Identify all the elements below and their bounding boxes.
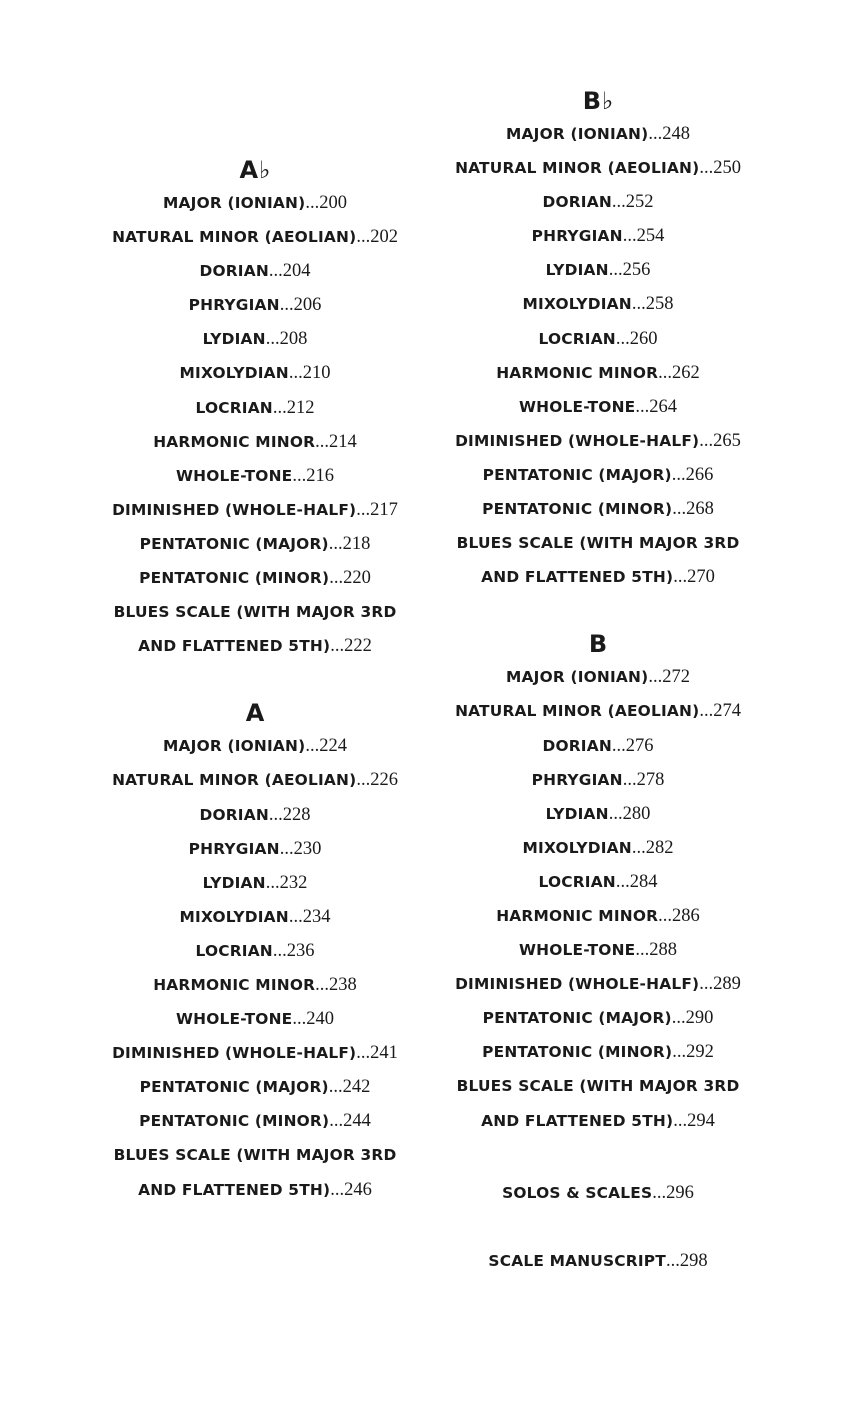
entry-name: DIMINISHED (WHOLE-HALF) bbox=[455, 431, 700, 450]
entry-page: ...204 bbox=[268, 261, 311, 282]
toc-entry[interactable] bbox=[55, 459, 455, 493]
section-b-flat bbox=[398, 85, 798, 594]
heading-letter: B bbox=[588, 630, 608, 659]
entry-name: PHRYGIAN bbox=[188, 839, 280, 858]
entry-page: ...296 bbox=[652, 1183, 694, 1203]
entry-name: NATURAL MINOR (AEOLIAN) bbox=[112, 228, 357, 247]
section-a-list bbox=[55, 729, 455, 1206]
entry-page: ...270 bbox=[673, 567, 715, 588]
toc-entry[interactable] bbox=[398, 253, 798, 287]
toc-entry[interactable] bbox=[398, 287, 798, 321]
entry-name: PENTATONIC (MAJOR) bbox=[482, 465, 672, 484]
entry-page: ...206 bbox=[279, 295, 322, 316]
toc-entry[interactable] bbox=[398, 831, 798, 865]
entry-name: NATURAL MINOR (AEOLIAN) bbox=[112, 771, 357, 790]
entry-page: ...272 bbox=[648, 667, 690, 688]
entry-name: HARMONIC MINOR bbox=[153, 432, 316, 451]
entry-page: ...286 bbox=[658, 905, 700, 926]
entry-name-line2: AND FLATTENED 5TH) bbox=[481, 568, 674, 587]
toc-entry[interactable] bbox=[398, 117, 798, 151]
entry-name: DIMINISHED (WHOLE-HALF) bbox=[455, 975, 700, 994]
toc-entry[interactable] bbox=[55, 561, 455, 595]
heading-letter: B bbox=[582, 87, 601, 115]
entry-name: MIXOLYDIAN bbox=[179, 907, 289, 926]
section-heading-a-flat bbox=[55, 154, 455, 186]
entry-page: ...290 bbox=[671, 1008, 714, 1029]
toc-entry[interactable] bbox=[398, 694, 798, 728]
toc-entry[interactable] bbox=[55, 798, 455, 832]
entry-page: ...254 bbox=[622, 226, 665, 247]
toc-entry[interactable] bbox=[398, 151, 798, 185]
toc-entry-blues-scale[interactable] bbox=[55, 1138, 455, 1172]
entry-name: LYDIAN bbox=[202, 330, 266, 349]
toc-entry[interactable] bbox=[55, 186, 455, 220]
toc-entry[interactable] bbox=[55, 1104, 455, 1138]
entry-page: ...200 bbox=[305, 193, 347, 213]
toc-entry[interactable] bbox=[55, 729, 455, 763]
entry-name: LYDIAN bbox=[202, 873, 266, 892]
toc-entry-blues-scale[interactable] bbox=[398, 526, 798, 560]
entry-name: SOLOS & SCALES bbox=[502, 1184, 653, 1202]
toc-entry[interactable] bbox=[55, 832, 455, 866]
entry-name-line1: BLUES SCALE (WITH MAJOR 3RD bbox=[113, 603, 397, 622]
entry-name: MAJOR (IONIAN) bbox=[506, 668, 649, 687]
entry-page: ...202 bbox=[356, 227, 398, 248]
toc-entry[interactable] bbox=[55, 322, 455, 356]
toc-entry[interactable] bbox=[55, 220, 455, 254]
entry-page: ...228 bbox=[268, 804, 311, 825]
entry-name: PHRYGIAN bbox=[531, 227, 623, 246]
entry-name: PHRYGIAN bbox=[188, 296, 280, 315]
toc-entry-blues-scale-line2[interactable] bbox=[398, 1104, 798, 1138]
entry-name: PENTATONIC (MINOR) bbox=[139, 569, 330, 588]
entry-name: DORIAN bbox=[542, 736, 612, 755]
entry-name: HARMONIC MINOR bbox=[496, 906, 659, 925]
entry-page: ...238 bbox=[315, 974, 357, 995]
entry-page: ...232 bbox=[265, 872, 308, 893]
toc-entry[interactable] bbox=[398, 899, 798, 933]
entry-name: DORIAN bbox=[199, 262, 269, 281]
toc-entry[interactable] bbox=[398, 356, 798, 390]
toc-entry-blues-scale[interactable] bbox=[398, 1069, 798, 1103]
toc-entry[interactable] bbox=[398, 1001, 798, 1035]
entry-name-line1: BLUES SCALE (WITH MAJOR 3RD bbox=[456, 1077, 740, 1096]
entry-page: ...218 bbox=[328, 533, 371, 554]
entry-name: MIXOLYDIAN bbox=[522, 838, 632, 857]
section-a-flat-list bbox=[55, 186, 455, 663]
entry-page: ...260 bbox=[615, 328, 658, 349]
entry-name: PHRYGIAN bbox=[531, 770, 623, 789]
entry-page: ...276 bbox=[611, 735, 654, 756]
toc-entry[interactable] bbox=[55, 288, 455, 322]
entry-name: WHOLE-TONE bbox=[519, 941, 636, 960]
entry-page: ...258 bbox=[631, 294, 674, 315]
toc-entry[interactable] bbox=[55, 1070, 455, 1104]
entry-name: DORIAN bbox=[542, 193, 612, 212]
entry-name: PENTATONIC (MAJOR) bbox=[139, 1078, 329, 1097]
entry-page: ...288 bbox=[635, 940, 677, 961]
entry-page: ...250 bbox=[699, 158, 741, 179]
entry-page: ...278 bbox=[622, 769, 665, 790]
entry-name: PENTATONIC (MINOR) bbox=[482, 1043, 673, 1062]
toc-entry[interactable] bbox=[55, 527, 455, 561]
entry-name: NATURAL MINOR (AEOLIAN) bbox=[455, 159, 700, 178]
entry-page: ...265 bbox=[699, 430, 741, 451]
toc-entry[interactable] bbox=[398, 933, 798, 967]
entry-page: ...234 bbox=[288, 906, 331, 927]
entry-name: PENTATONIC (MINOR) bbox=[139, 1112, 330, 1131]
toc-entry[interactable] bbox=[55, 968, 455, 1002]
entry-name: LOCRIAN bbox=[195, 398, 273, 417]
entry-page: ...226 bbox=[356, 770, 398, 791]
entry-name: MIXOLYDIAN bbox=[179, 364, 289, 383]
entry-page: ...220 bbox=[329, 568, 371, 589]
entry-name: MAJOR (IONIAN) bbox=[163, 194, 306, 212]
entry-page: ...242 bbox=[328, 1077, 371, 1098]
toc-entry[interactable] bbox=[398, 797, 798, 831]
entry-page: ...292 bbox=[672, 1042, 714, 1063]
toc-entry[interactable] bbox=[55, 356, 455, 390]
entry-page: ...236 bbox=[272, 940, 315, 961]
section-heading-b bbox=[398, 628, 798, 660]
entry-name: PENTATONIC (MINOR) bbox=[482, 500, 673, 519]
entry-page: ...268 bbox=[672, 499, 714, 520]
toc-entry[interactable] bbox=[398, 660, 798, 694]
entry-name: MAJOR (IONIAN) bbox=[506, 125, 649, 143]
toc-entry-solos-and-scales[interactable] bbox=[398, 1176, 798, 1210]
toc-entry[interactable] bbox=[55, 1002, 455, 1036]
section-a-flat bbox=[55, 154, 455, 663]
entry-page: ...212 bbox=[272, 397, 315, 418]
entry-name: SCALE MANUSCRIPT bbox=[488, 1252, 666, 1270]
toc-entry[interactable] bbox=[55, 493, 455, 527]
entry-name: MIXOLYDIAN bbox=[522, 295, 632, 314]
entry-page: ...262 bbox=[658, 362, 700, 383]
toc-entry[interactable] bbox=[398, 424, 798, 458]
right-column bbox=[398, 85, 798, 1138]
section-a bbox=[55, 697, 455, 1206]
entry-page: ...284 bbox=[615, 871, 658, 892]
entry-page: ...210 bbox=[288, 363, 331, 384]
toc-entry[interactable] bbox=[398, 185, 798, 219]
entry-page: ...274 bbox=[699, 701, 741, 722]
entry-page: ...230 bbox=[279, 838, 322, 859]
entry-page: ...222 bbox=[330, 636, 372, 657]
entry-page: ...282 bbox=[631, 837, 674, 858]
flat-sign-icon: ♭ bbox=[601, 87, 614, 115]
entry-name-line2: AND FLATTENED 5TH) bbox=[138, 1180, 331, 1199]
section-heading-a bbox=[55, 697, 455, 729]
entry-name: NATURAL MINOR (AEOLIAN) bbox=[455, 702, 700, 721]
entry-name: LOCRIAN bbox=[538, 872, 616, 891]
entry-page: ...214 bbox=[315, 431, 357, 452]
entry-page: ...264 bbox=[635, 396, 677, 417]
flat-sign-icon: ♭ bbox=[259, 156, 271, 184]
toc-entry[interactable] bbox=[55, 763, 455, 797]
toc-entry[interactable] bbox=[398, 967, 798, 1001]
toc-entry[interactable] bbox=[55, 866, 455, 900]
toc-entry[interactable] bbox=[398, 322, 798, 356]
entry-name: WHOLE-TONE bbox=[519, 397, 636, 416]
toc-entry[interactable] bbox=[55, 934, 455, 968]
entry-name: PENTATONIC (MAJOR) bbox=[139, 534, 329, 553]
entry-page: ...246 bbox=[330, 1179, 372, 1200]
entry-page: ...294 bbox=[673, 1110, 715, 1131]
toc-entry-scale-manuscript[interactable] bbox=[398, 1244, 798, 1278]
toc-entry-blues-scale-line2[interactable] bbox=[55, 1173, 455, 1207]
entry-page: ...252 bbox=[611, 192, 654, 213]
entry-page: ...241 bbox=[356, 1043, 398, 1064]
left-column bbox=[55, 154, 455, 1207]
entry-name: HARMONIC MINOR bbox=[496, 363, 659, 382]
toc-entry-blues-scale-line2[interactable] bbox=[55, 629, 455, 663]
entry-page: ...280 bbox=[608, 803, 651, 824]
entry-page: ...266 bbox=[671, 464, 714, 485]
entry-name: LOCRIAN bbox=[538, 329, 616, 348]
entry-name-line2: AND FLATTENED 5TH) bbox=[138, 637, 331, 656]
entry-name: MAJOR (IONIAN) bbox=[163, 737, 306, 756]
toc-entry[interactable] bbox=[55, 1036, 455, 1070]
toc-entry[interactable] bbox=[55, 425, 455, 459]
entry-name: DIMINISHED (WHOLE-HALF) bbox=[112, 500, 357, 519]
entry-name: DIMINISHED (WHOLE-HALF) bbox=[112, 1044, 357, 1063]
entry-page: ...240 bbox=[292, 1009, 334, 1030]
entry-name-line1: BLUES SCALE (WITH MAJOR 3RD bbox=[113, 1146, 397, 1165]
toc-entry-blues-scale[interactable] bbox=[55, 595, 455, 629]
heading-letter: A bbox=[239, 156, 259, 184]
section-b-list bbox=[398, 660, 798, 1137]
entry-page: ...244 bbox=[329, 1111, 371, 1132]
toc-entry[interactable] bbox=[55, 391, 455, 425]
toc-entry[interactable] bbox=[398, 1035, 798, 1069]
entry-name: WHOLE-TONE bbox=[176, 466, 293, 485]
toc-entry[interactable] bbox=[398, 492, 798, 526]
heading-letter: A bbox=[245, 699, 265, 728]
entry-page: ...216 bbox=[292, 465, 334, 486]
toc-entry[interactable] bbox=[398, 390, 798, 424]
toc-entry[interactable] bbox=[398, 219, 798, 253]
entry-name: LOCRIAN bbox=[195, 941, 273, 960]
toc-entry[interactable] bbox=[398, 458, 798, 492]
entry-page: ...217 bbox=[356, 499, 398, 520]
entry-name: WHOLE-TONE bbox=[176, 1010, 293, 1029]
section-heading-b-flat bbox=[398, 85, 798, 117]
entry-name-line1: BLUES SCALE (WITH MAJOR 3RD bbox=[456, 534, 740, 553]
section-b-flat-list bbox=[398, 117, 798, 594]
toc-entry-blues-scale-line2[interactable] bbox=[398, 560, 798, 594]
entry-name: HARMONIC MINOR bbox=[153, 975, 316, 994]
entry-page: ...289 bbox=[699, 974, 741, 995]
toc-entry[interactable] bbox=[55, 900, 455, 934]
entry-page: ...224 bbox=[305, 736, 347, 757]
toc-entry[interactable] bbox=[55, 254, 455, 288]
entry-name: LYDIAN bbox=[545, 804, 609, 823]
entry-name: LYDIAN bbox=[545, 261, 609, 280]
entry-page: ...248 bbox=[648, 124, 690, 144]
section-b bbox=[398, 628, 798, 1137]
entry-name: DORIAN bbox=[199, 805, 269, 824]
entry-page: ...298 bbox=[665, 1251, 708, 1271]
entry-name-line2: AND FLATTENED 5TH) bbox=[481, 1111, 674, 1130]
entry-name: PENTATONIC (MAJOR) bbox=[482, 1009, 672, 1028]
entry-page: ...256 bbox=[608, 260, 651, 281]
toc-entry[interactable] bbox=[398, 763, 798, 797]
entry-page: ...208 bbox=[265, 329, 308, 350]
toc-entry[interactable] bbox=[398, 729, 798, 763]
toc-entry[interactable] bbox=[398, 865, 798, 899]
